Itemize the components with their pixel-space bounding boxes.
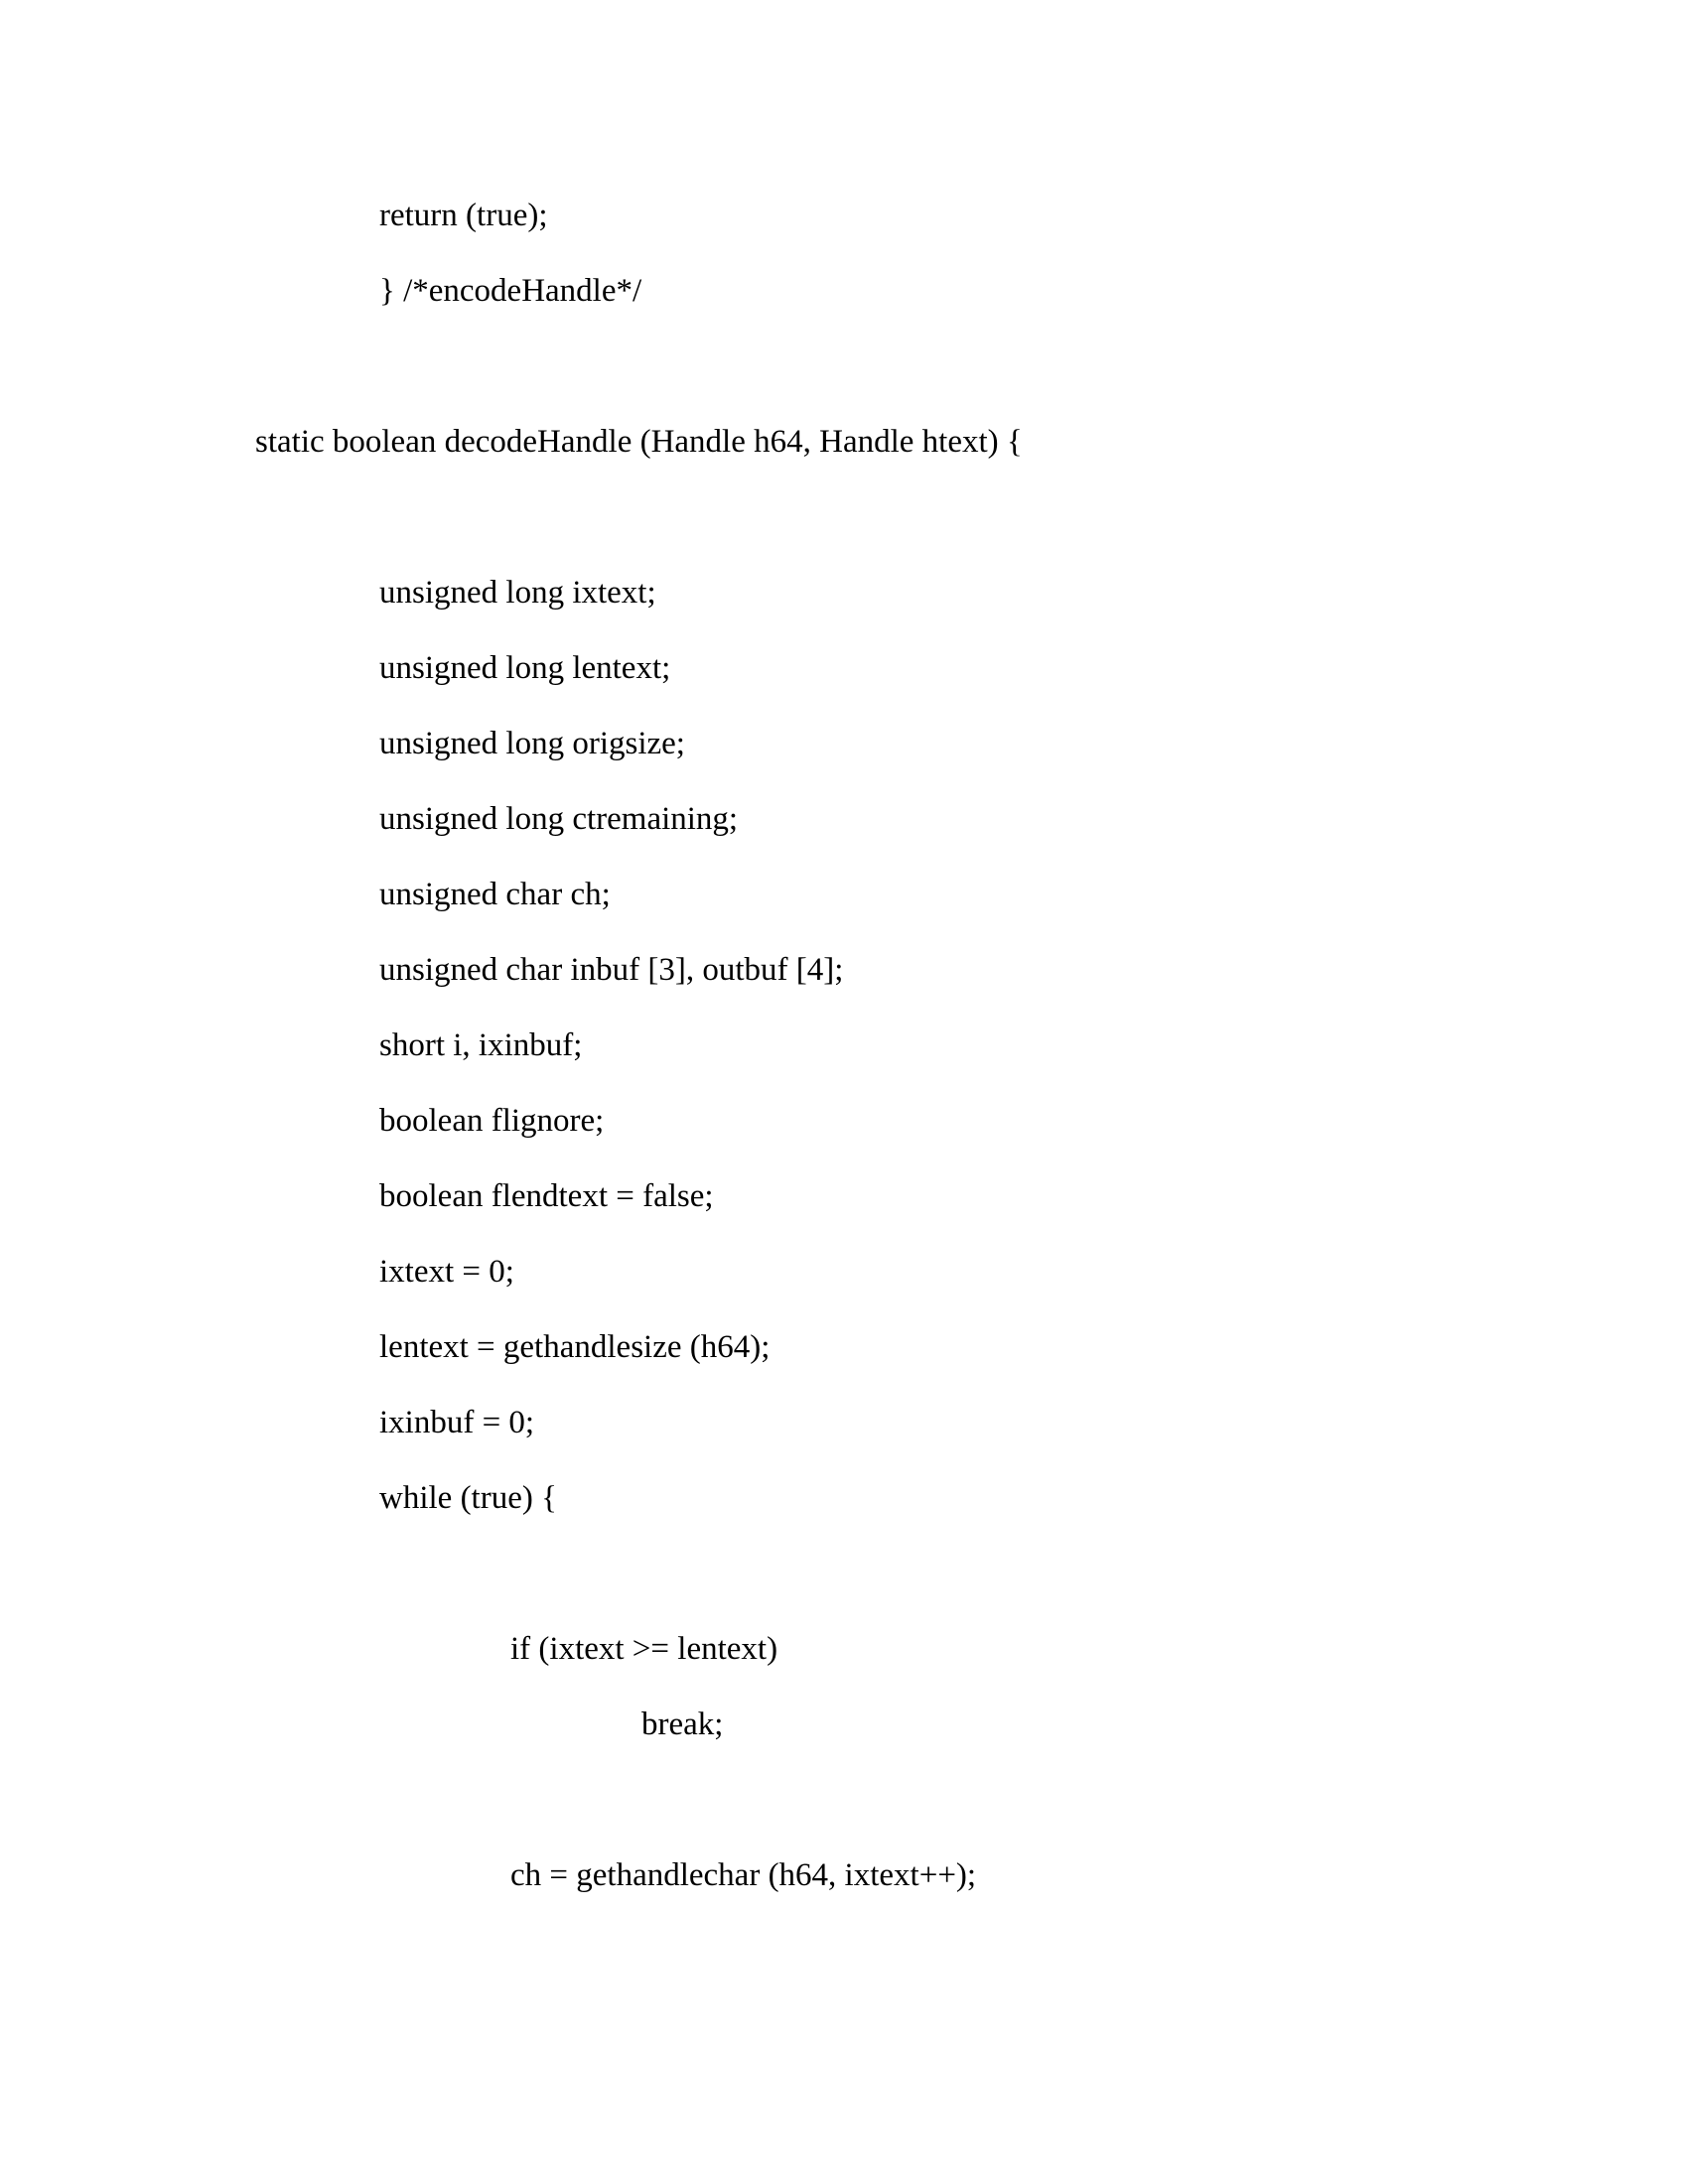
code-line-end-encode-handle: } /*encodeHandle*/ — [379, 273, 642, 309]
code-line-assign-lentext: lentext = gethandlesize (h64); — [379, 1329, 771, 1365]
code-line-decl-short: short i, ixinbuf; — [379, 1027, 583, 1063]
code-line-break: break; — [641, 1706, 724, 1742]
code-line-decl-flignore: boolean flignore; — [379, 1103, 605, 1139]
code-line-decl-buffers: unsigned char inbuf [3], outbuf [4]; — [379, 952, 844, 988]
code-line-decl-ctremaining: unsigned long ctremaining; — [379, 801, 739, 837]
code-line-assign-ixtext: ixtext = 0; — [379, 1254, 514, 1290]
code-line-decl-flendtext: boolean flendtext = false; — [379, 1178, 714, 1214]
code-line-decode-handle-signature: static boolean decodeHandle (Handle h64, Handle htext) { — [255, 424, 1023, 460]
code-line-while-loop: while (true) { — [379, 1480, 557, 1516]
code-line-decl-ch: unsigned char ch; — [379, 877, 611, 912]
code-line-decl-ixtext: unsigned long ixtext; — [379, 575, 656, 611]
code-line-decl-origsize: unsigned long origsize; — [379, 726, 685, 761]
code-line-decl-lentext: unsigned long lentext; — [379, 650, 671, 686]
code-line-gethandlechar: ch = gethandlechar (h64, ixtext++); — [510, 1857, 977, 1893]
code-line-return-true: return (true); — [379, 198, 548, 233]
code-line-if-condition: if (ixtext >= lentext) — [510, 1631, 778, 1667]
code-line-assign-ixinbuf: ixinbuf = 0; — [379, 1405, 535, 1440]
